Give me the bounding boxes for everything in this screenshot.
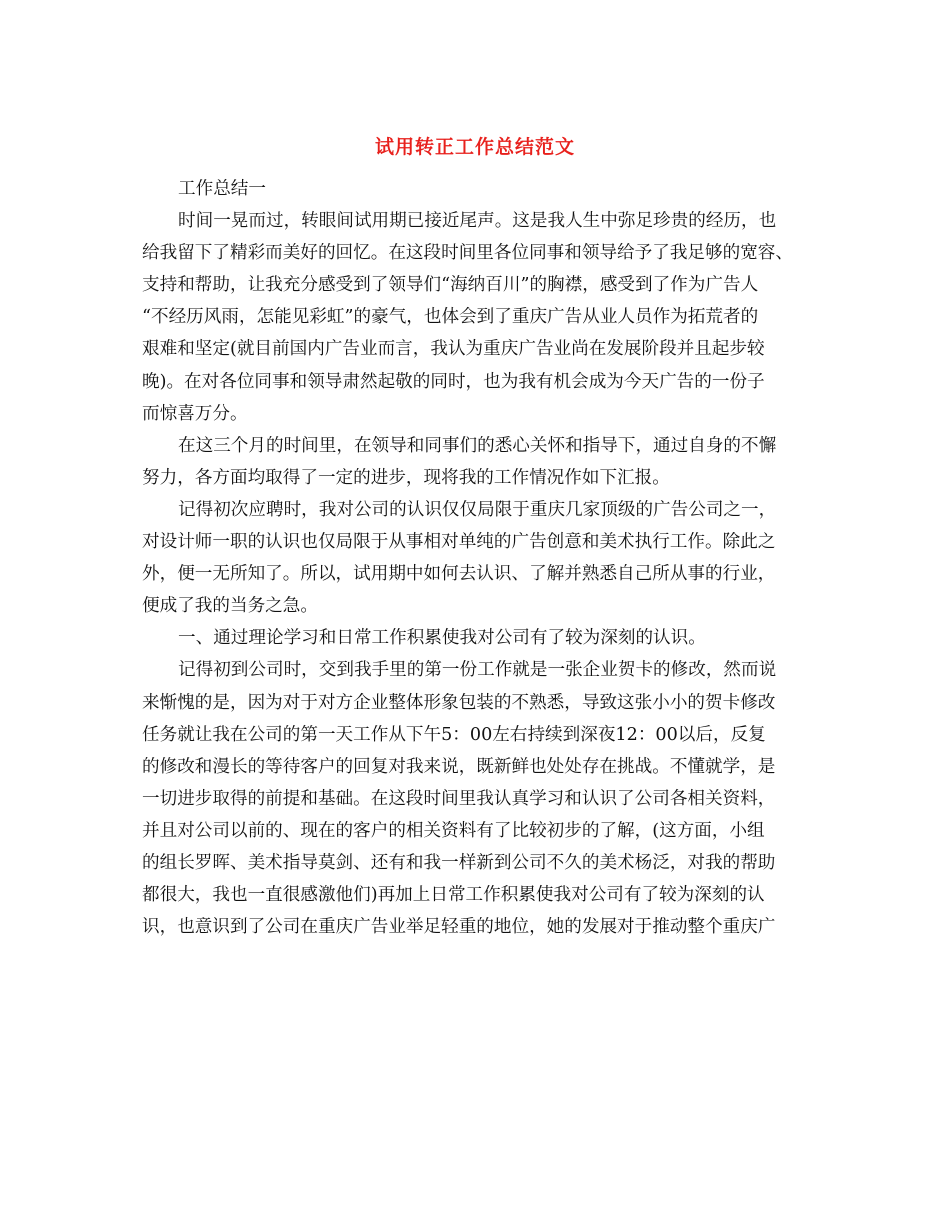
paragraph-line: 支持和帮助，让我充分感受到了领导们“海纳百川”的胸襟，感受到了作为广告人	[142, 275, 759, 296]
section-heading: 一、通过理论学习和日常工作积累使我对公司有了较为深刻的认识。	[178, 628, 706, 649]
section-heading: 工作总结一	[178, 179, 266, 199]
paragraph-line: 时间一晃而过，转眼间试用期已接近尾声。这是我人生中弥足珍贵的经历，也	[178, 211, 777, 232]
paragraph-line: 努力，各方面均取得了一定的进步，现将我的工作情况作如下汇报。	[142, 467, 670, 488]
paragraph-line: “不经历风雨，怎能见彩虹”的豪气，也体会到了重庆广告从业人员作为拓荒者的	[142, 307, 759, 328]
paragraph-line: 并且对公司以前的、现在的客户的相关资料有了比较初步的了解，(这方面，小组	[142, 820, 765, 841]
document-title: 试用转正工作总结范文	[374, 136, 575, 158]
paragraph-line: 的组长罗晖、美术指导莫剑、还有和我一样新到公司不久的美术杨泛，对我的帮助	[142, 852, 776, 873]
paragraph-line: 而惊喜万分。	[142, 403, 248, 424]
paragraph-line: 来惭愧的是，因为对于对方企业整体形象包装的不熟悉，导致这张小小的贺卡修改	[142, 692, 776, 713]
paragraph-line: 一切进步取得的前提和基础。在这段时间里我认真学习和认识了公司各相关资料，	[142, 788, 776, 809]
paragraph-line: 的修改和漫长的等待客户的回复对我来说，既新鲜也处处存在挑战。不懂就学，是	[142, 756, 776, 777]
paragraph-line: 都很大，我也一直很感激他们)再加上日常工作积累使我对公司有了较为深刻的认	[142, 885, 765, 906]
paragraph-line: 任务就让我在公司的第一天工作从下午5：00左右持续到深夜12：00以后，反复	[142, 724, 766, 745]
paragraph-line: 记得初次应聘时，我对公司的认识仅仅局限于重庆几家顶级的广告公司之一，	[178, 499, 777, 520]
document-body	[142, 173, 810, 943]
paragraph-line: 给我留下了精彩而美好的回忆。在这段时间里各位同事和领导给予了我足够的宽容、	[142, 243, 793, 264]
paragraph-line: 记得初到公司时，交到我手里的第一份工作就是一张企业贺卡的修改，然而说	[178, 660, 777, 681]
paragraph-line: 便成了我的当务之急。	[142, 596, 318, 617]
paragraph-line: 晚)。在对各位同事和领导肃然起敬的同时，也为我有机会成为今天广告的一份子	[142, 371, 765, 392]
paragraph-line: 在这三个月的时间里，在领导和同事们的悉心关怀和指导下，通过自身的不懈	[178, 435, 777, 456]
paragraph-line: 识，也意识到了公司在重庆广告业举足轻重的地位，她的发展对于推动整个重庆广	[142, 917, 776, 938]
paragraph-line: 对设计师一职的认识也仅局限于从事相对单纯的广告创意和美术执行工作。除此之	[142, 532, 776, 553]
paragraph-line: 外，便一无所知了。所以，试用期中如何去认识、了解并熟悉自己所从事的行业，	[142, 564, 776, 585]
paragraph-line: 艰难和坚定(就目前国内广告业而言，我认为重庆广告业尚在发展阶段并且起步较	[142, 339, 765, 360]
